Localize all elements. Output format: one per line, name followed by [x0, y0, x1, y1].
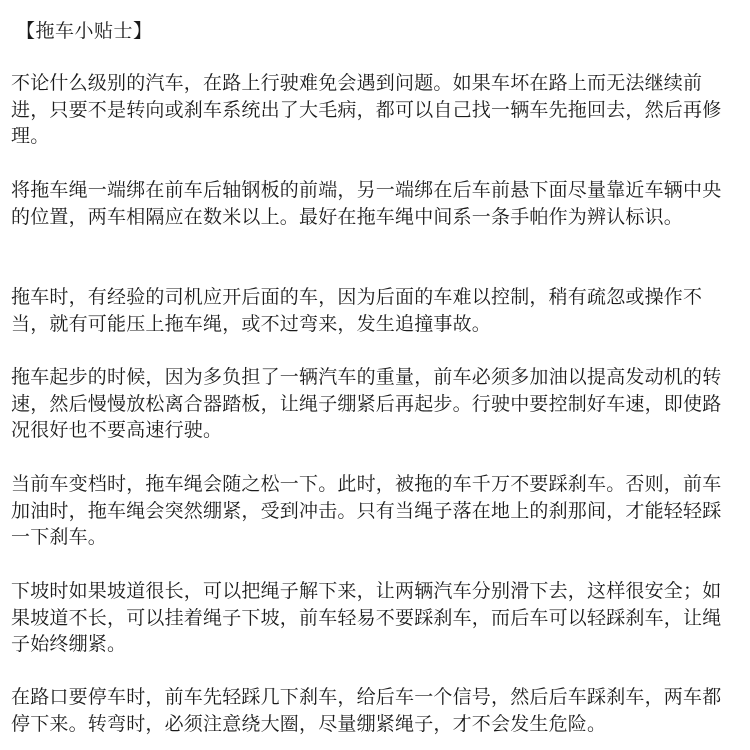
paragraph-7: 在路口要停车时，前车先轻踩几下刹车，给后车一个信号，然后后车踩刹车，两车都停下来。转弯时，必须注意绕大圈，尽量绷紧绳子，才不会发生危险。 — [11, 686, 722, 735]
document-title: 【拖车小贴士】 — [16, 20, 153, 42]
paragraph-3: 拖车时，有经验的司机应开后面的车，因为后面的车难以控制，稍有疏忽或操作不当，就有可能压上拖车绳，或不过弯来，发生追撞事故。 — [11, 286, 703, 335]
paragraph-2: 将拖车绳一端绑在前车后轴钢板的前端，另一端绑在后车前悬下面尽量靠近车辆中央的位置，两车相隔应在数米以上。最好在拖车绳中间系一条手帕作为辨认标识。 — [11, 179, 722, 228]
paragraph-4: 拖车起步的时候，因为多负担了一辆汽车的重量，前车必须多加油以提高发动机的转速，然后慢慢放松离合器踏板，让绳子绷紧后再起步。行驶中要控制好车速，即使路况很好也不要高速行驶。 — [11, 366, 722, 441]
paragraph-5: 当前车变档时，拖车绳会随之松一下。此时，被拖的车千万不要踩刹车。否则，前车加油时，拖车绳会突然绷紧，受到冲击。只有当绳子落在地上的刹那间，才能轻轻踩一下刹车。 — [11, 473, 722, 548]
paragraph-6: 下坡时如果坡道很长，可以把绳子解下来，让两辆汽车分别滑下去，这样很安全；如果坡道不长，可以挂着绳子下坡，前车轻易不要踩刹车，而后车可以轻踩刹车，让绳子始终绷紧。 — [11, 580, 722, 655]
paragraph-1: 不论什么级别的汽车，在路上行驶难免会遇到问题。如果车坏在路上而无法继续前进，只要不是转向或刹车系统出了大毛病，都可以自己找一辆车先拖回去，然后再修理。 — [11, 72, 722, 147]
